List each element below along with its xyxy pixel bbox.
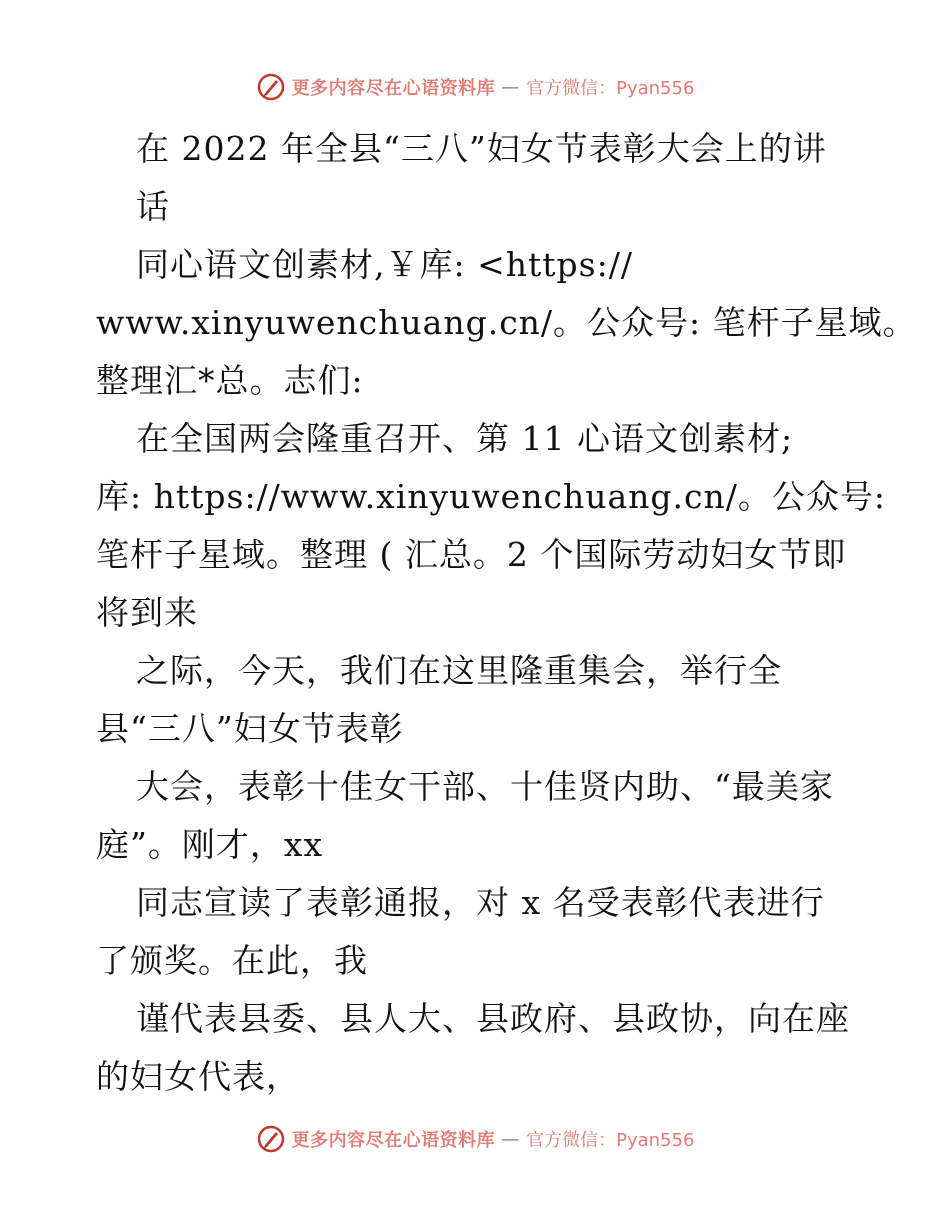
doc-title-line-2: 话 <box>136 187 170 226</box>
doc-line: 同心语文创素材,￥库: <https:// <box>136 245 633 284</box>
watermark-contact: 官方微信：Pyan556 <box>526 1130 695 1151</box>
doc-title-line-1: 在 2022 年全县“三八”妇女节表彰大会上的讲 <box>136 129 827 168</box>
doc-line: 了颁奖。在此，我 <box>96 941 368 980</box>
doc-line: www.xinyuwenchuang.cn/。公众号: 笔杆子星域。 <box>96 303 917 342</box>
doc-line: 同志宣读了表彰通报，对 x 名受表彰代表进行 <box>136 883 825 922</box>
doc-line: 大会，表彰十佳女干部、十佳贤内助、“最美家 <box>136 767 834 806</box>
doc-line: 整理汇*总。志们: <box>96 361 364 400</box>
quill-logo-icon <box>256 1124 286 1154</box>
doc-line: 庭”。刚才，xx <box>96 825 324 864</box>
quill-logo-icon <box>256 72 286 102</box>
doc-line: 之际，今天，我们在这里隆重集会，举行全 <box>136 651 782 690</box>
doc-line: 笔杆子星域。整理 ( 汇总。2 个国际劳动妇女节即 <box>96 535 847 574</box>
watermark-brand-text: 更多内容尽在心语资料库 <box>291 78 496 99</box>
doc-line: 在全国两会隆重召开、第 11 心语文创素材; <box>136 419 794 458</box>
header-watermark <box>0 72 950 102</box>
doc-line: 库: https://www.xinyuwenchuang.cn/。公众号: <box>96 477 886 516</box>
doc-line: 将到来 <box>96 593 198 632</box>
doc-line: 的妇女代表， <box>96 1057 300 1096</box>
watermark-contact: 官方微信：Pyan556 <box>526 78 695 99</box>
watermark-separator: — <box>501 76 521 98</box>
doc-line: 县“三八”妇女节表彰 <box>96 709 404 748</box>
watermark-separator: — <box>501 1128 521 1150</box>
doc-line: 谨代表县委、县人大、县政府、县政协，向在座 <box>136 999 850 1038</box>
footer-watermark <box>0 1124 950 1154</box>
watermark-brand-text: 更多内容尽在心语资料库 <box>291 1130 496 1151</box>
